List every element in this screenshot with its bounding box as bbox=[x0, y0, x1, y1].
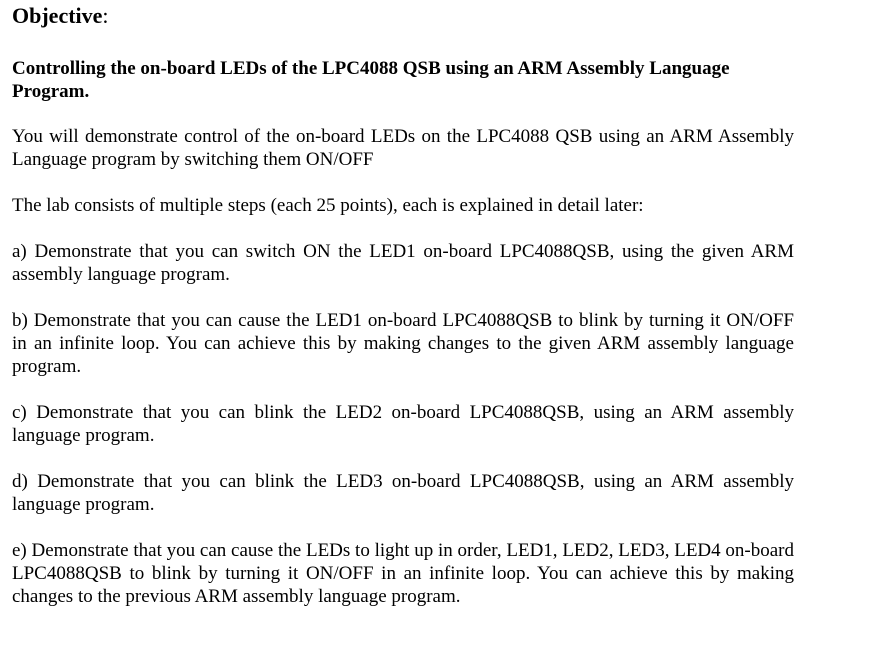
step-a-paragraph: a) Demonstrate that you can switch ON the LED1 on-board LPC4088QSB, using the given ARM assembly language program. bbox=[12, 241, 794, 285]
objective-label: Objective bbox=[12, 3, 103, 28]
intro-paragraph: You will demonstrate control of the on-board LEDs on the LPC4088 QSB using an ARM Assembly Language program by switching them ON/OFF bbox=[12, 126, 794, 170]
steps-intro-paragraph: The lab consists of multiple steps (each 25 points), each is explained in detail later: bbox=[12, 195, 644, 216]
objective-colon: : bbox=[102, 3, 109, 28]
objective-heading bbox=[12, 3, 109, 29]
document-subtitle: Controlling the on-board LEDs of the LPC4088 QSB using an ARM Assembly Language Program. bbox=[12, 58, 730, 102]
step-b-paragraph: b) Demonstrate that you can cause the LED1 on-board LPC4088QSB to blink by turning it ON/OFF in an infinite loop. You can achieve this by making changes to the given ARM assembly language program. bbox=[12, 310, 794, 377]
step-e-paragraph: e) Demonstrate that you can cause the LEDs to light up in order, LED1, LED2, LED3, LED4 on-board LPC4088QSB to blink by turning it ON/OFF in an infinite loop. You can achieve this by making changes to the previous ARM assembly language program. bbox=[12, 540, 794, 607]
step-c-paragraph: c) Demonstrate that you can blink the LED2 on-board LPC4088QSB, using an ARM assembly language program. bbox=[12, 402, 794, 446]
step-d-paragraph: d) Demonstrate that you can blink the LED3 on-board LPC4088QSB, using an ARM assembly language program. bbox=[12, 471, 794, 515]
